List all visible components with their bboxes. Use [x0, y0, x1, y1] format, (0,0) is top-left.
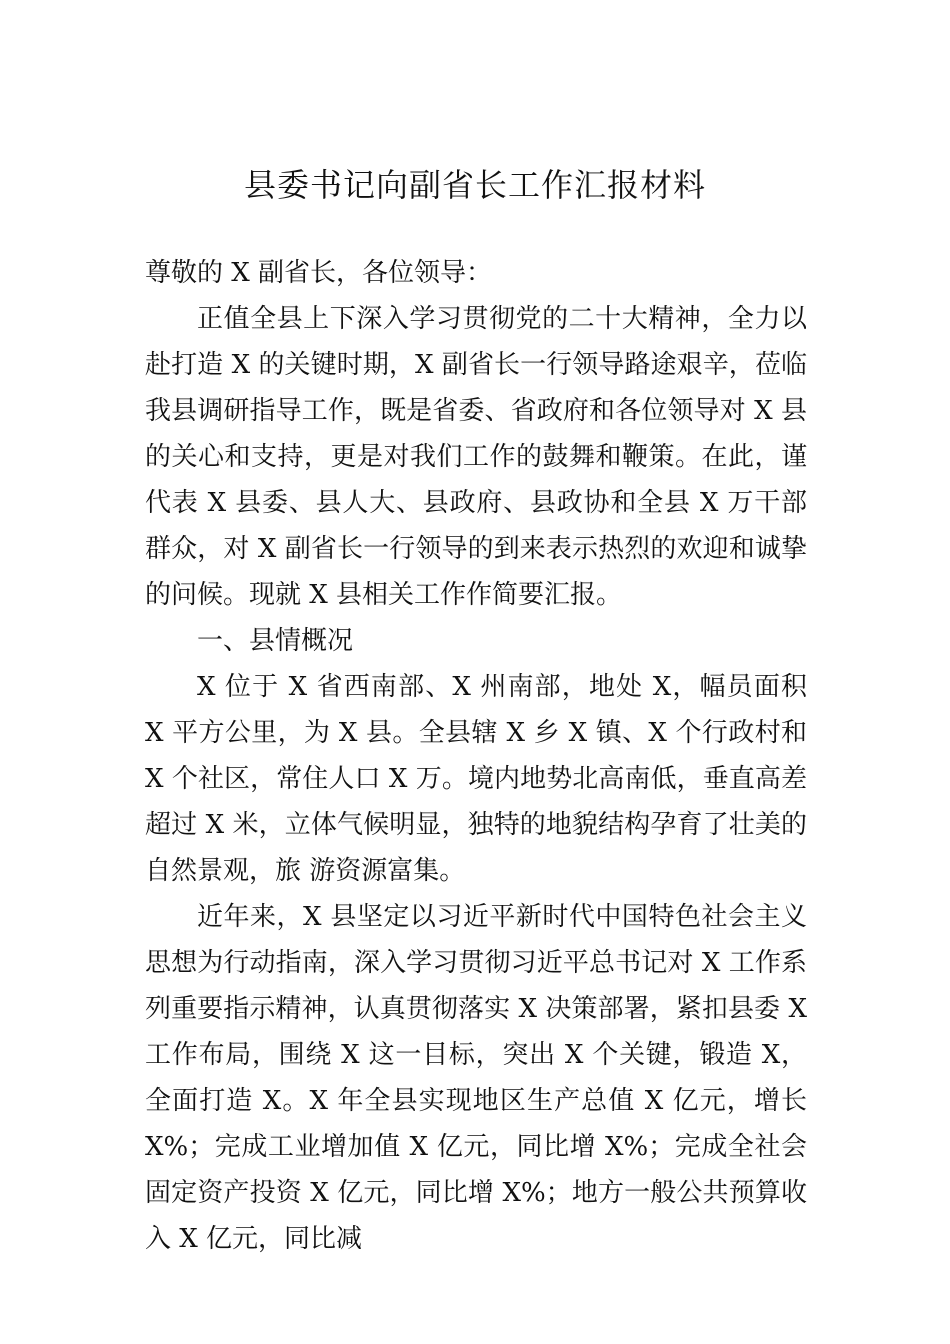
- salutation: 尊敬的 X 副省长，各位领导：: [145, 258, 493, 288]
- document-title: 县委书记向副省长工作汇报材料: [243, 166, 706, 204]
- paragraph-opening: 正值全县上下深入学习贯彻党的二十大精神，全力以赴打造 X 的关键时期，X 副省长一行领导路途艰辛，莅临我县调研指导工作，既是省委、省政府和各位领导对 X 县的关心和支持，更是对我们工作的鼓舞和鞭策。在此，谨代表 X 县委、县人大、县政府、县政协和全县 X 万干部群众，对 X 副省长一行领导的到来表示热烈的欢迎和诚挚的问候。现就 X 县相关工作作简要汇报。: [145, 304, 807, 610]
- paragraph-recent-progress: 近年来，X 县坚定以习近平新时代中国特色社会主义思想为行动指南，深入学习贯彻习近平总书记对 X 工作系列重要指示精神，认真贯彻落实 X 决策部署，紧扣县委 X 工作布局，围绕 X 这一目标，突出 X 个关键，锻造 X，全面打造 X。X 年全县实现地区生产总值 X 亿元，增长 X%；完成工业增加值 X 亿元，同比增 X%；完成全社会固定资产投资 X 亿元，同比增 X%；地方一般公共预算收入 X 亿元，同比减: [145, 902, 807, 1254]
- document-body: [145, 250, 807, 1262]
- paragraph-county-overview: X 位于 X 省西南部、X 州南部，地处 X，幅员面积 X 平方公里，为 X 县。全县辖 X 乡 X 镇、X 个行政村和 X 个社区，常住人口 X 万。境内地势北高南低，垂直高差超过 X 米，立体气候明显，独特的地貌结构孕育了壮美的自然景观，旅 游资源富集。: [145, 672, 807, 886]
- section-heading: 一、县情概况: [197, 626, 354, 656]
